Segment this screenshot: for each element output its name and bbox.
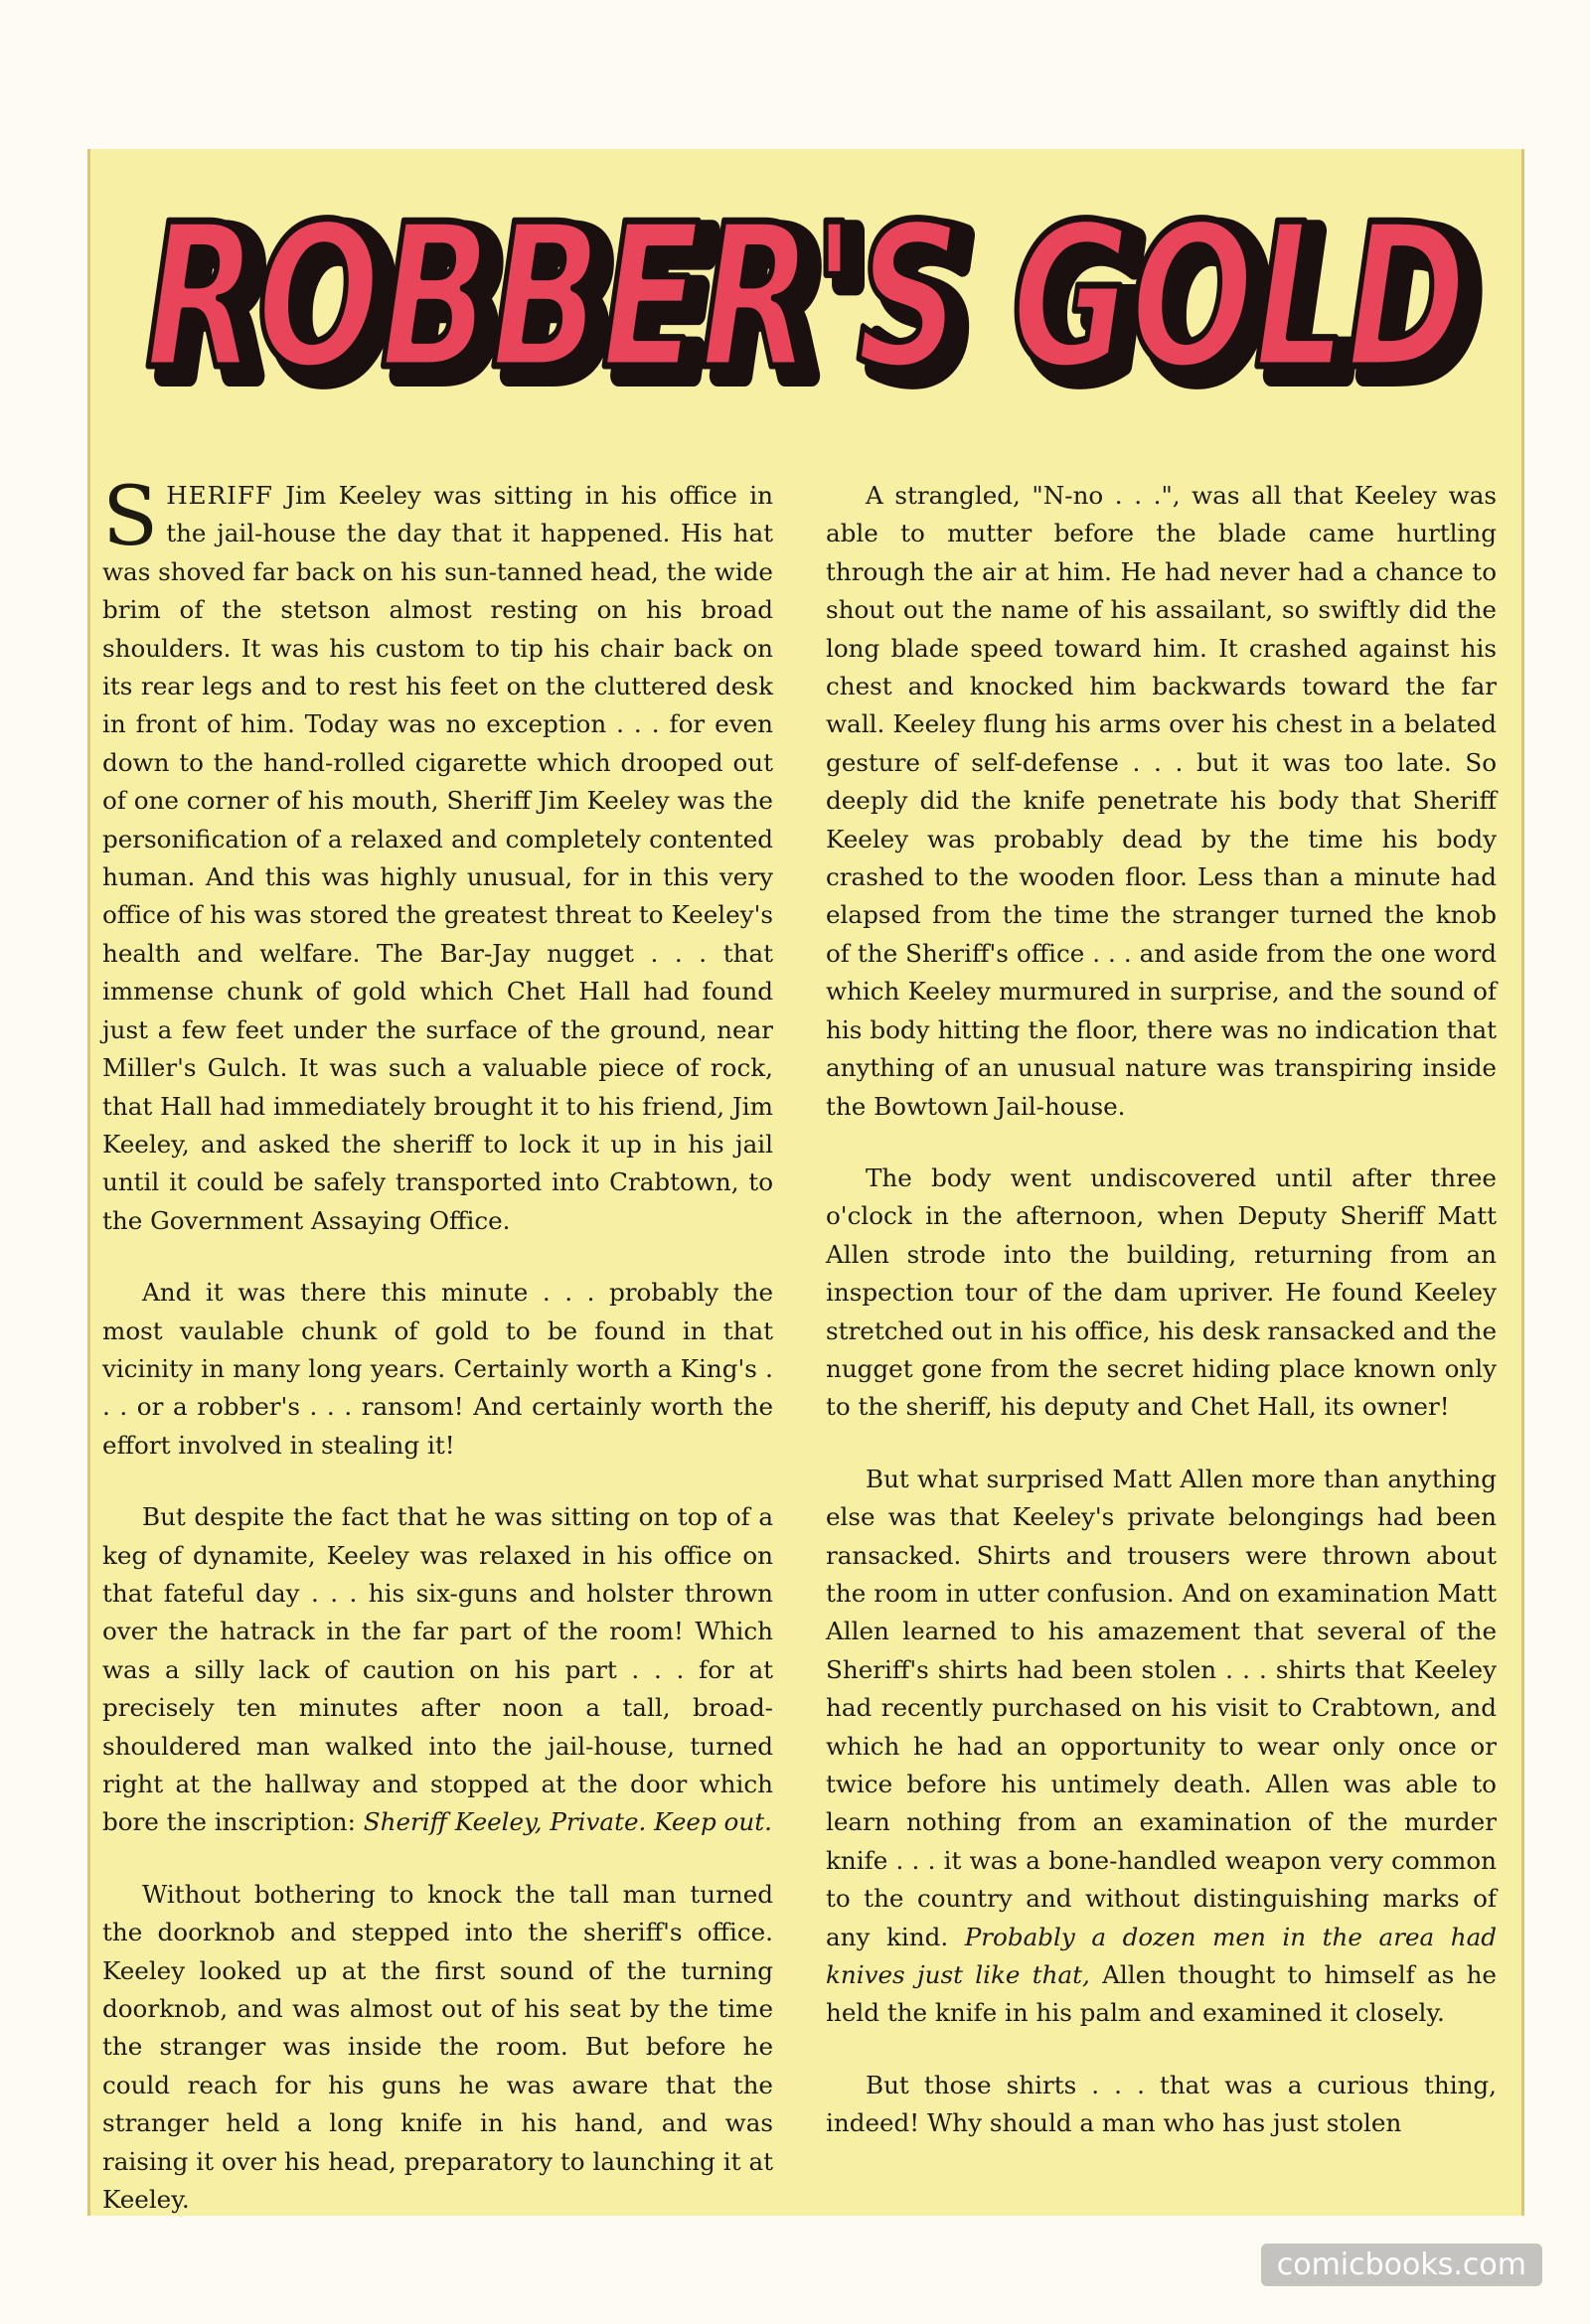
- watermark: comicbooks.com: [1261, 2244, 1542, 2286]
- title-text: ROBBER'S GOLD: [145, 182, 1467, 413]
- paragraph-7-italic: Probably a dozen men in the area had knives just like that,: [826, 1922, 1498, 1990]
- paragraph-7: [826, 1461, 1497, 2033]
- story-title: [90, 177, 1521, 435]
- paragraph-5: A strangled, "N-no . . .", was all that Keeley was able to mutter before the blade came hurtling through the air at him. He had never had a chance to shout out the name of his assailant, so swiftly did the long blade speed toward him. It crashed against his chest and knocked him backwards toward the far wall. Keeley flung his arms over his chest in a belated gesture of self-defense . . . but it was too late. So deeply did the knife penetrate his body that Sheriff Keeley was probably dead by the time his body crashed to the wooden floor. Less than a minute had elapsed from the time the stranger turned the knob of the Sheriff's office . . . and aside from the one word which Keeley murmured in surprise, and the sound of his body hitting the floor, there was no indication that anything of an unusual nature was transpiring inside the Bowtown Jail-house.: [826, 481, 1497, 1121]
- paragraph-6: The body went undiscovered until after three o'clock in the afternoon, when Deputy Sheriff Matt Allen strode into the building, returning from an inspection tour of the dam upriver. He found Keeley stretched out in his office, his desk ransacked and the nugget gone from the secret hiding place known only to the sheriff, his deputy and Chet Hall, its owner!: [826, 1162, 1498, 1422]
- door-inscription: Sheriff Keeley, Private. Keep out.: [363, 1807, 772, 1837]
- paragraph-3: [102, 1498, 773, 1842]
- paragraph-1: [102, 470, 773, 1240]
- story-panel: [87, 149, 1524, 2216]
- drop-cap: S: [102, 470, 159, 564]
- paragraph-7-end: Allen thought to himself as he held the knife in his palm and examined it closely.: [826, 1960, 1497, 2028]
- paragraph-1-text: Jim Keeley was sitting in his office in the jail-house the day that it happened. His hat was shoved far back on his sun-tanned head, the wide brim of the stetson almost resting on his broad shoulders. It was his custom to tip his chair back on its rear legs and to rest his feet on the cluttered desk in front of him. Today was no exception . . . for even down to the hand-rolled cigarette which drooped out of one corner of his mouth, Sheriff Jim Keeley was the personification of a relaxed and completely contented human. And this was highly unusual, for in this very office of his was stored the greatest threat to Keeley's health and welfare. The Bar-Jay nugget . . . that immense chunk of gold which Chet Hall had found just a few feet under the surface of the ground, near Miller's Gulch. It was such a valuable piece of rock, that Hall had immediately brought it to his friend, Jim Keeley, and asked the sheriff to lock it up in his jail until it could be safely transported into Crabtown, to the Government Assaying Office.: [102, 481, 773, 1235]
- title-logo: [90, 177, 1521, 435]
- paragraph-2: And it was there this minute . . . probably the most vaulable chunk of gold to be found in that vicinity in many long years. Certainly worth a King's . . . or a robber's . . . ransom! And certainly worth the effort involved in stealing it!: [102, 1278, 773, 1460]
- text-column-left: [102, 470, 773, 2252]
- title-shadow: ROBBER'S GOLD: [159, 192, 1481, 423]
- paragraph-3-text: But despite the fact that he was sitting on top of a keg of dynamite, Keeley was relaxed in his office on that fateful day . . . his six-guns and holster thrown over the hatrack in the far part of the room! Which was a silly lack of caution on his part . . . for at precisely ten minutes after noon a tall, broad-shouldered man walked into the jail-house, turned right at the hallway and stopped at the door which bore the inscription:: [102, 1502, 773, 1837]
- paragraph-7-text: But what surprised Matt Allen more than anything else was that Keeley's private belongings had been ransacked. Shirts and trousers were thrown about the room in utter confusion. And on examination Matt Allen learned to his amazement that several of the Sheriff's shirts had been stolen . . . shirts that Keeley had recently purchased on his visit to Crabtown, and which he had an opportunity to wear only once or twice before his untimely death. Allen was able to learn nothing from an examination of the murder knife . . . it was a bone-handled weapon very common to the country and without distinguishing marks of any kind.: [826, 1464, 1497, 1951]
- lead-word: HERIFF: [166, 481, 273, 510]
- paragraph-8: But those shirts . . . that was a curious thing, indeed! Why should a man who has just stolen: [826, 2070, 1497, 2138]
- text-column-right: [826, 477, 1497, 2177]
- paragraph-4: Without bothering to knock the tall man turned the doorknob and stepped into the sheriff's office. Keeley looked up at the first sound of the turning doorknob, and was almost out of his seat by the time the stranger was inside the room. But before he could reach for his guns he was aware that the stranger held a long knife in his hand, and was raising it over his head, preparatory to launching it at Keeley.: [102, 1879, 773, 2215]
